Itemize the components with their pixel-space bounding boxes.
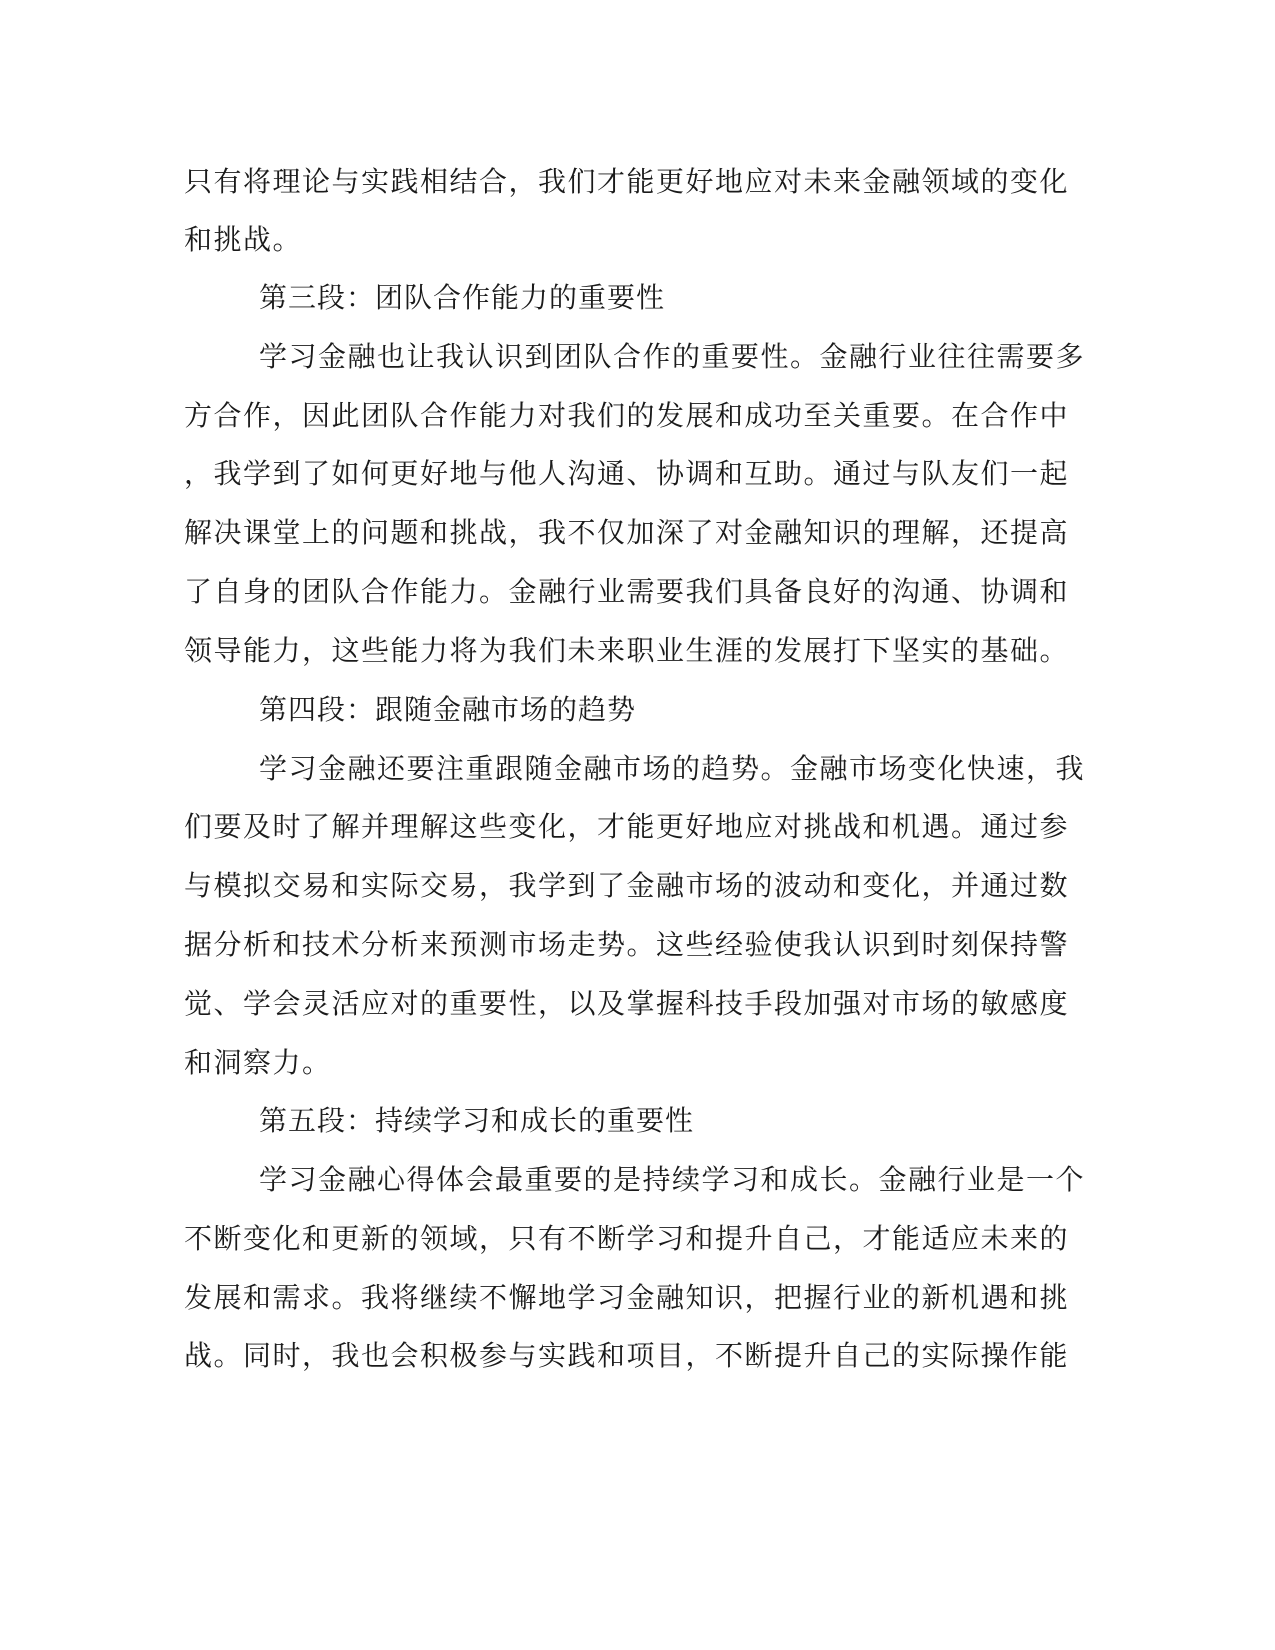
body-text-line: 领导能力，这些能力将为我们未来职业生涯的发展打下坚实的基础。 bbox=[184, 634, 1070, 667]
body-text-line: 了自身的团队合作能力。金融行业需要我们具备良好的沟通、协调和 bbox=[184, 575, 1070, 608]
body-text-line: 战。同时，我也会积极参与实践和项目，不断提升自己的实际操作能 bbox=[184, 1339, 1070, 1372]
body-text-line: 方合作，因此团队合作能力对我们的发展和成功至关重要。在合作中 bbox=[184, 399, 1070, 432]
body-text-line: 和洞察力。 bbox=[184, 1046, 332, 1079]
body-text-line: 学习金融心得体会最重要的是持续学习和成长。金融行业是一个 bbox=[259, 1163, 1086, 1196]
section-heading: 第四段：跟随金融市场的趋势 bbox=[259, 693, 637, 726]
body-text-line: 据分析和技术分析来预测市场走势。这些经验使我认识到时刻保持警 bbox=[184, 928, 1070, 961]
body-text-line: 解决课堂上的问题和挑战，我不仅加深了对金融知识的理解，还提高 bbox=[184, 516, 1070, 549]
body-text-line: 学习金融也让我认识到团队合作的重要性。金融行业往往需要多 bbox=[259, 340, 1086, 373]
body-text-line: ，我学到了如何更好地与他人沟通、协调和互助。通过与队友们一起 bbox=[184, 457, 1070, 490]
body-text-line: 和挑战。 bbox=[184, 223, 303, 256]
body-text-line: 发展和需求。我将继续不懈地学习金融知识，把握行业的新机遇和挑 bbox=[184, 1281, 1070, 1314]
section-heading: 第三段：团队合作能力的重要性 bbox=[259, 281, 666, 314]
body-text-line: 只有将理论与实践相结合，我们才能更好地应对未来金融领域的变化 bbox=[184, 165, 1070, 198]
body-text-line: 们要及时了解并理解这些变化，才能更好地应对挑战和机遇。通过参 bbox=[184, 810, 1070, 843]
body-text-line: 与模拟交易和实际交易，我学到了金融市场的波动和变化，并通过数 bbox=[184, 869, 1070, 902]
section-heading: 第五段：持续学习和成长的重要性 bbox=[259, 1104, 695, 1137]
body-text-line: 觉、学会灵活应对的重要性，以及掌握科技手段加强对市场的敏感度 bbox=[184, 987, 1070, 1020]
body-text-line: 学习金融还要注重跟随金融市场的趋势。金融市场变化快速，我 bbox=[259, 752, 1086, 785]
body-text-line: 不断变化和更新的领域，只有不断学习和提升自己，才能适应未来的 bbox=[184, 1222, 1070, 1255]
